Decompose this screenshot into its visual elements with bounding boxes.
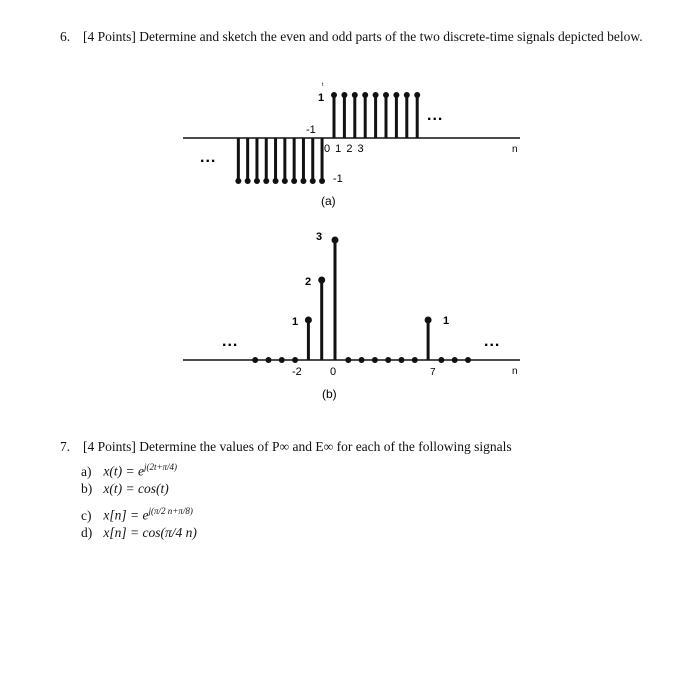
figure-b-zero-sample [279, 357, 285, 363]
figure-a-stem-pos-dot [341, 92, 347, 98]
figure-a-stem-pos-dot [362, 92, 368, 98]
figure-b-tick-m2: -2 [292, 366, 302, 378]
figure-b-label-3: 3 [316, 231, 323, 243]
figure-a-stem-neg [273, 138, 279, 184]
figure-a-stem-pos [414, 92, 420, 138]
question-7 [60, 438, 660, 455]
figure-b-impulse-dot [332, 237, 339, 244]
item-rhs: e [137, 463, 144, 479]
figure-a-stem-neg-dot [300, 178, 306, 184]
figure-b-zero-sample [252, 357, 258, 363]
figure-a-stem-neg-dot [273, 178, 279, 184]
figure-b-zero-sample [292, 357, 298, 363]
figure-a-stem-pos-dot [393, 92, 399, 98]
item-lhs: x[n] = [103, 525, 143, 540]
figure-a-stem-pos-dot [352, 92, 358, 98]
figure-b-ellipsis-right: ... [484, 333, 501, 350]
figure-a-ytick-neg1-upper: -1 [306, 124, 316, 136]
figure-a-stem-neg [310, 138, 316, 184]
figure-a-ytick-neg1-lower: -1 [333, 173, 343, 185]
figure-a-stem-neg-dot [310, 178, 316, 184]
figure-a-xticks: 0 1 2 3 [324, 143, 365, 155]
figure-a-stem-pos [383, 92, 389, 138]
figure-a-stem-pos-dot [383, 92, 389, 98]
figure-b-impulse-dot [318, 277, 325, 284]
item-lhs: x(t) = [103, 463, 138, 479]
item-rhs: cos(π/4 n) [142, 525, 197, 540]
figure-a-stem-neg [254, 138, 260, 184]
figure-a-axis-label: n [512, 144, 518, 155]
figure-a-stem-pos-dot [373, 92, 379, 98]
figure-b-zero-sample [372, 357, 378, 363]
figure-a-stem-neg-dot [319, 178, 325, 184]
figure-b-impulse-dot [305, 317, 312, 324]
figure-b-impulse [332, 237, 339, 361]
figure-a-stem-neg [263, 138, 269, 184]
figure-a-stem-pos [373, 92, 379, 138]
figure-a-stem-pos [341, 92, 347, 138]
figure-a-stem-neg-dot [254, 178, 260, 184]
question-7-item-c [81, 500, 197, 522]
figure-a [183, 82, 520, 208]
figure-b-tick-7: 7 [430, 367, 436, 378]
figure-a-stem-neg [291, 138, 297, 184]
figure-b-zero-sample [359, 357, 365, 363]
figure-a-tiny-mark: t [322, 82, 324, 88]
figure-b-label-2: 2 [305, 276, 312, 288]
figure-b-zero-sample [452, 357, 458, 363]
figure-b-zero-sample [345, 357, 351, 363]
question-6-text: [4 Points] Determine and sketch the even and odd parts of the two discrete-time signals depicted below. [83, 29, 643, 44]
figure-b-impulse [318, 277, 325, 361]
figure-a-stem-neg-dot [235, 178, 241, 184]
item-rhs: e [142, 507, 149, 523]
figure-b-caption: (b) [322, 387, 337, 401]
figure-a-stem-neg [282, 138, 288, 184]
figure-a-stem-pos-dot [404, 92, 410, 98]
figure-b-impulse-dot [425, 317, 432, 324]
question-6-number: 6. [60, 29, 71, 44]
figure-b-label-1-left: 1 [292, 316, 299, 328]
figure-a-stem-pos [393, 92, 399, 138]
figure-b-zero-sample [266, 357, 272, 363]
figure-a-stem-neg [245, 138, 251, 184]
figure-a-ellipsis-right: ... [427, 107, 444, 124]
figure-b-ellipsis-left: ... [222, 333, 239, 350]
figure-b-zero-sample [385, 357, 391, 363]
figure-b-stems [252, 237, 471, 364]
figure-a-stem-neg-dot [282, 178, 288, 184]
figure-a-stem-neg [300, 138, 306, 184]
figure-a-stem-neg [235, 138, 241, 184]
figure-a-stem-pos [352, 92, 358, 138]
figure-a-stem-neg-dot [245, 178, 251, 184]
figure-a-stem-pos [362, 92, 368, 138]
question-7-text: [4 Points] Determine the values of P∞ and E∞ for each of the following signals [83, 439, 512, 454]
figure-b-axis-label: n [512, 366, 518, 377]
figure-b [183, 231, 520, 401]
item-lhs: x(t) = [103, 481, 138, 496]
figure-a-stem-neg-dot [291, 178, 297, 184]
question-7-item-b [81, 478, 197, 500]
item-lhs: x[n] = [103, 507, 143, 523]
question-7-item-d [81, 522, 197, 544]
figure-a-stem-pos-dot [414, 92, 420, 98]
figure-a-stem-pos [331, 92, 337, 138]
question-7-item-a [81, 456, 197, 478]
figure-a-caption: (a) [321, 194, 336, 208]
figure-b-tick-0: 0 [330, 366, 337, 378]
figure-a-stem-neg-dot [263, 178, 269, 184]
item-label: d) [81, 525, 93, 540]
figure-b-impulse [425, 317, 432, 361]
item-sup: j(π/2 n+π/8) [148, 506, 193, 516]
figure-a-stem-pos-dot [331, 92, 337, 98]
figure-b-zero-sample [465, 357, 471, 363]
item-rhs: cos(t) [137, 481, 169, 496]
figure-b-impulse [305, 317, 312, 361]
figure-b-zero-sample [438, 357, 444, 363]
question-7-items [81, 456, 197, 544]
figure-b-zero-sample [412, 357, 418, 363]
figure-b-zero-sample [399, 357, 405, 363]
figure-b-label-1-right: 1 [443, 315, 450, 327]
item-label: c) [81, 507, 92, 523]
figure-a-ellipsis-left: ... [200, 149, 217, 166]
question-7-number: 7. [60, 439, 71, 454]
item-sup: j(2t+π/4) [143, 462, 178, 472]
item-label: b) [81, 481, 93, 496]
figure-a-stem-pos [404, 92, 410, 138]
item-label: a) [81, 463, 92, 479]
figure-a-ytick-1: 1 [318, 92, 325, 104]
